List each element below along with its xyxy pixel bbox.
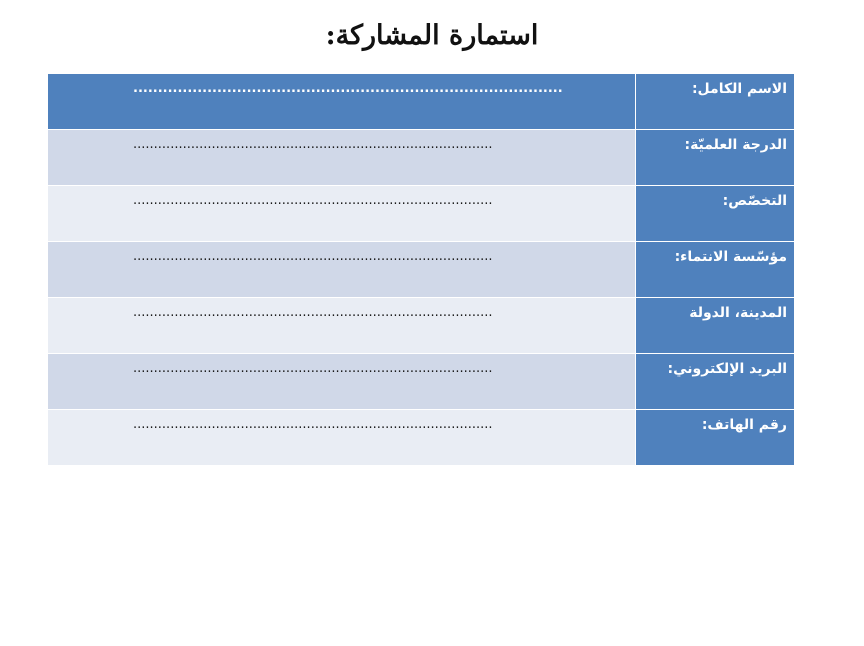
form-row-full-name <box>48 74 795 130</box>
email-dotted-line: ....................................................................................... <box>133 361 493 376</box>
specialization-label: التخصّص: <box>722 193 787 209</box>
phone-label: رقم الهاتف: <box>701 417 787 433</box>
full-name-field[interactable] <box>48 74 636 130</box>
city-country-dotted-line: ....................................................................................... <box>133 305 493 320</box>
degree-dotted-line: ....................................................................................... <box>133 137 493 152</box>
institution-field[interactable] <box>48 242 636 298</box>
label-cell <box>636 74 795 130</box>
form-title: استمارة المشاركة: <box>325 20 539 51</box>
email-label: البريد الإلكتروني: <box>667 361 787 377</box>
participation-form-table <box>47 74 795 466</box>
full-name-dotted-line: ....................................................................................... <box>133 81 563 96</box>
degree-label: الدرجة العلميّة: <box>684 137 787 153</box>
institution-dotted-line: ....................................................................................... <box>133 249 493 264</box>
phone-dotted-line: ....................................................................................... <box>133 417 493 432</box>
degree-field[interactable] <box>48 130 636 186</box>
city-country-label: المدينة، الدولة <box>689 305 787 321</box>
form-row-email <box>48 354 795 410</box>
form-row-institution <box>48 242 795 298</box>
form-row-phone <box>48 410 795 466</box>
label-cell <box>636 410 795 466</box>
full-name-label: الاسم الكامل: <box>691 81 787 97</box>
form-row-degree <box>48 130 795 186</box>
city-country-field[interactable] <box>48 298 636 354</box>
label-cell <box>636 242 795 298</box>
label-cell <box>636 186 795 242</box>
form-row-city-country <box>48 298 795 354</box>
label-cell <box>636 298 795 354</box>
label-cell <box>636 130 795 186</box>
specialization-dotted-line: ....................................................................................... <box>133 193 493 208</box>
form-row-specialization <box>48 186 795 242</box>
phone-field[interactable] <box>48 410 636 466</box>
email-field[interactable] <box>48 354 636 410</box>
institution-label: مؤسّسة الانتماء: <box>674 249 787 265</box>
label-cell <box>636 354 795 410</box>
specialization-field[interactable] <box>48 186 636 242</box>
